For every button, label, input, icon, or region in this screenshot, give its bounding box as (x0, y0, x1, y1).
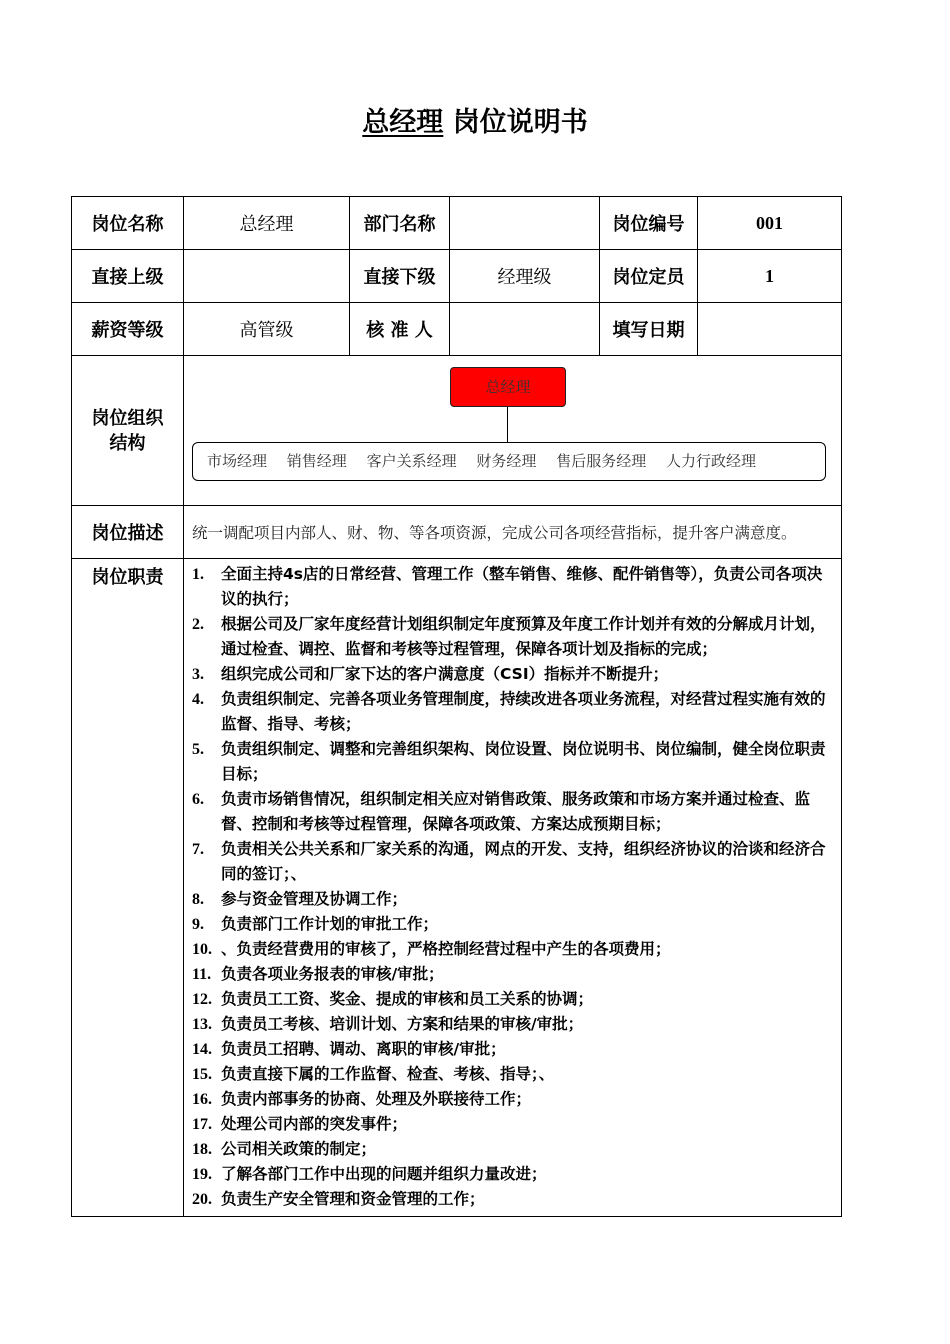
org-sub-node: 售后服务经理 (556, 452, 647, 470)
org-connector-line (507, 407, 508, 442)
direct-subordinate-value: 经理级 (450, 250, 600, 303)
duty-text: 负责组织制定、调整和完善组织架构、岗位设置、岗位说明书、岗位编制，健全岗位职责目标； (221, 740, 826, 783)
description-text: 统一调配项目内部人、财、物、等各项资源，完成公司各项经营指标，提升客户满意度。 (184, 506, 842, 559)
duty-item (184, 787, 841, 837)
duty-item (184, 1012, 841, 1037)
duty-text: 负责组织制定、完善各项业务管理制度，持续改进各项业务流程，对经营过程实施有效的监督、指导、考核； (221, 690, 826, 733)
description-label: 岗位描述 (72, 506, 184, 559)
table-row (72, 559, 842, 1217)
salary-grade-value: 高管级 (184, 303, 350, 356)
duty-text: 负责各项业务报表的审核/审批； (221, 965, 444, 983)
duty-item (184, 1087, 841, 1112)
org-subordinates-box (192, 442, 826, 481)
direct-superior-label: 直接上级 (72, 250, 184, 303)
duty-text: 负责相关公共关系和厂家关系的沟通，网点的开发、支持，组织经济协议的洽谈和经济合同的签订；、 (221, 840, 826, 883)
department-name-label: 部门名称 (350, 197, 450, 250)
duty-text: 负责部门工作计划的审批工作； (221, 915, 439, 933)
duty-text: 根据公司及厂家年度经营计划组织制定年度预算及年度工作计划并有效的分解成月计划，通过检查、调控、监督和考核等过程管理，保障各项计划及指标的完成； (221, 615, 826, 658)
fill-date-value (698, 303, 842, 356)
duty-item (184, 1187, 841, 1212)
direct-superior-value (184, 250, 350, 303)
org-structure-label-line2: 结构 (109, 432, 146, 454)
duty-item (184, 1137, 841, 1162)
approver-value (450, 303, 600, 356)
duty-number: 5. (192, 741, 204, 758)
duty-item (184, 987, 841, 1012)
title-doc-type: 岗位说明书 (452, 107, 588, 138)
org-sub-node: 人力行政经理 (665, 452, 756, 470)
table-row (72, 506, 842, 559)
org-chart (184, 356, 841, 505)
fill-date-label: 填写日期 (600, 303, 698, 356)
duty-item (184, 887, 841, 912)
org-sub-node: 客户关系经理 (366, 452, 457, 470)
duty-text: 负责直接下属的工作监督、检查、考核、指导；、 (221, 1065, 555, 1083)
duty-number: 9. (192, 916, 204, 933)
headcount-label: 岗位定员 (600, 250, 698, 303)
duty-number: 1. (192, 566, 204, 583)
duty-number: 6. (192, 791, 204, 808)
org-top-node: 总经理 (450, 367, 566, 407)
duty-number: 20. (192, 1191, 212, 1208)
duty-number: 12. (192, 991, 212, 1008)
duty-number: 3. (192, 666, 204, 683)
duty-number: 4. (192, 691, 204, 708)
table-row (72, 356, 842, 506)
salary-grade-label: 薪资等级 (72, 303, 184, 356)
table-row (72, 250, 842, 303)
direct-subordinate-label: 直接下级 (350, 250, 450, 303)
duties-cell (184, 559, 842, 1217)
duty-item (184, 837, 841, 887)
headcount-value: 1 (698, 250, 842, 303)
position-name-label: 岗位名称 (72, 197, 184, 250)
duty-number: 7. (192, 841, 204, 858)
duty-text: 负责生产安全管理和资金管理的工作； (221, 1190, 485, 1208)
duties-list (184, 562, 841, 1212)
duty-item (184, 612, 841, 662)
duty-number: 11. (192, 966, 212, 983)
duty-text: 组织完成公司和厂家下达的客户满意度（CSI）指标并不断提升； (221, 665, 669, 683)
duty-item (184, 662, 841, 687)
duty-number: 17. (192, 1116, 212, 1133)
position-name-value: 总经理 (184, 197, 350, 250)
duty-text: 公司相关政策的制定； (221, 1140, 377, 1158)
approver-label: 核 准 人 (350, 303, 450, 356)
duty-number: 13. (192, 1016, 212, 1033)
duty-item (184, 912, 841, 937)
position-table (71, 196, 842, 1217)
position-code-value: 001 (698, 197, 842, 250)
org-structure-label-line1: 岗位组织 (91, 407, 164, 429)
org-sub-node: 市场经理 (207, 452, 268, 470)
duty-text: 全面主持4s店的日常经营、管理工作（整车销售、维修、配件销售等），负责公司各项决议的执行； (221, 565, 823, 608)
duty-text: 参与资金管理及协调工作； (221, 890, 408, 908)
duty-number: 19. (192, 1166, 212, 1183)
org-chart-cell (184, 356, 842, 506)
duty-text: 负责市场销售情况，组织制定相关应对销售政策、服务政策和市场方案并通过检查、监督、控制和考核等过程管理，保障各项政策、方案达成预期目标； (221, 790, 811, 833)
duty-text: 了解各部门工作中出现的问题并组织力量改进； (221, 1165, 547, 1183)
duty-item (184, 937, 841, 962)
duty-item (184, 737, 841, 787)
department-name-value (450, 197, 600, 250)
duty-number: 10. (192, 941, 212, 958)
duty-text: 负责员工考核、培训计划、方案和结果的审核/审批； (221, 1015, 584, 1033)
duty-text: 负责员工工资、奖金、提成的审核和员工关系的协调； (221, 990, 594, 1008)
duty-text: 、负责经营费用的审核了，严格控制经营过程中产生的各项费用； (221, 940, 671, 958)
duty-text: 处理公司内部的突发事件； (221, 1115, 408, 1133)
duty-number: 8. (192, 891, 204, 908)
page-title (0, 100, 950, 139)
duty-number: 18. (192, 1141, 212, 1158)
title-position: 总经理 (362, 107, 444, 138)
duties-label: 岗位职责 (72, 559, 184, 1217)
position-code-label: 岗位编号 (600, 197, 698, 250)
duty-item (184, 1062, 841, 1087)
duty-text: 负责员工招聘、调动、离职的审核/审批； (221, 1040, 506, 1058)
table-row (72, 197, 842, 250)
org-sub-node: 财务经理 (476, 452, 537, 470)
duty-number: 15. (192, 1066, 212, 1083)
duty-item (184, 562, 841, 612)
duty-number: 16. (192, 1091, 212, 1108)
duty-item (184, 687, 841, 737)
duty-number: 14. (192, 1041, 212, 1058)
org-structure-label (72, 356, 184, 506)
duty-item (184, 1037, 841, 1062)
org-sub-node: 销售经理 (286, 452, 347, 470)
duty-number: 2. (192, 616, 204, 633)
duty-item (184, 1162, 841, 1187)
duty-item (184, 1112, 841, 1137)
table-row (72, 303, 842, 356)
duty-item (184, 962, 841, 987)
duty-text: 负责内部事务的协商、处理及外联接待工作； (221, 1090, 532, 1108)
